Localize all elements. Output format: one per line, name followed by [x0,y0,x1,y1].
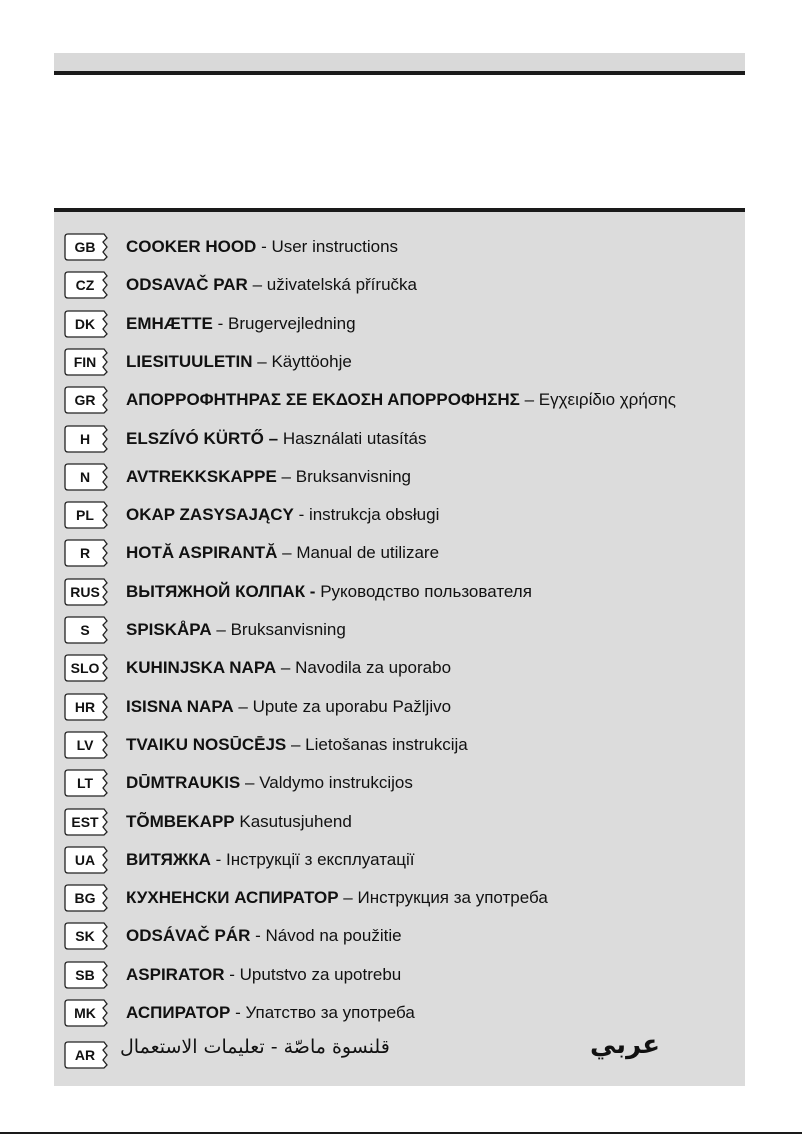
language-row-h [64,422,426,456]
separator: – [233,697,253,716]
language-code: LT [76,775,94,791]
language-code: N [79,469,91,485]
separator: - [212,314,228,333]
product-title: АСПИРАТОР [126,1003,231,1022]
language-row-cz [64,268,417,302]
language-text [126,467,411,487]
separator: - [210,850,227,869]
manual-description: Valdymo instrukcijos [259,773,413,792]
manual-description: Bruksanvisning [295,467,412,486]
language-row-n [64,460,411,494]
product-title: ASPIRATOR [126,965,225,984]
language-row-dk [64,307,356,341]
language-row-hr [64,690,451,724]
language-tab [64,999,110,1027]
arabic-language-label: عربي [590,1030,661,1060]
language-code: SB [75,967,95,983]
manual-description: Εγχειρίδιο χρήσης [538,390,676,409]
language-text [126,582,532,602]
language-code: DK [74,316,96,332]
product-title: TÕMBEKAPP [126,812,235,831]
separator: – [338,888,358,907]
manual-description: Інструкції з експлуатації [226,850,415,869]
manual-description: User instructions [271,237,399,256]
separator: – [240,773,260,792]
language-tab [64,846,110,874]
language-tab [64,578,110,606]
language-tab [64,961,110,989]
product-title: КУХНЕНСКИ АСПИРАТОР [126,888,339,907]
manual-description: Руководство пользователя [320,582,532,601]
separator: - [250,926,266,945]
product-title: ВЫТЯЖНОЙ КОЛПАК - [126,582,316,601]
language-text [126,926,402,946]
language-code: FIN [73,354,97,370]
language-text [126,390,676,410]
manual-description: Uputstvo za upotrebu [239,965,402,984]
language-tab [64,463,110,491]
product-title: KUHINJSKA NAPA [126,658,277,677]
language-text [126,735,468,755]
language-tab [64,922,110,950]
product-title: OKAP ZASYSAJĄCY [126,505,294,524]
product-title: DŪMTRAUKIS [126,773,241,792]
separator: - [256,237,272,256]
language-row-mk [64,996,415,1030]
separator: – [276,467,296,486]
language-code: RUS [70,584,100,600]
product-title: ΑΠΟΡΡΟΦΗΤΗΡΑΣ ΣΕ ΕΚΔΟΣΗ ΑΠΟΡΡΟΦΗΣΗΣ [126,390,520,409]
product-title: SPISKÅPA [126,620,212,639]
language-tab [64,1041,110,1069]
language-tab [64,769,110,797]
language-row-sk [64,919,402,953]
language-text [126,620,346,640]
language-text [126,237,398,257]
separator: - [230,1003,246,1022]
manual-description: Használati utasítás [282,429,427,448]
language-row-ar [64,1038,110,1072]
product-title: AVTREKKSKAPPE [126,467,277,486]
language-tab [64,271,110,299]
language-tab [64,693,110,721]
language-row-sb [64,958,401,992]
language-text [126,352,352,372]
language-tab [64,808,110,836]
language-code: R [79,545,91,561]
separator: – [247,275,267,294]
language-code: HR [74,699,96,715]
separator: - [293,505,309,524]
manual-description: Lietošanas instrukcija [305,735,468,754]
product-title: HOTĂ ASPIRANTĂ [126,543,278,562]
manual-description: uživatelská příručka [266,275,417,294]
language-text [126,505,439,525]
separator: – [286,735,306,754]
language-tab [64,310,110,338]
language-tab [64,501,110,529]
language-text [126,658,451,678]
language-text [126,275,417,295]
language-row-slo [64,651,451,685]
product-title: COOKER HOOD [126,237,257,256]
language-tab [64,348,110,376]
language-row-bg [64,881,548,915]
language-code: SK [75,928,95,944]
language-row-r [64,536,439,570]
language-text [126,773,413,793]
product-title: ODSÁVAČ PÁR [126,926,251,945]
language-tab [64,654,110,682]
language-text [126,697,451,717]
footer-rule [0,1132,802,1134]
language-code: UA [74,852,96,868]
language-code: S [80,622,90,638]
language-row-est [64,805,352,839]
language-text [126,429,426,449]
language-code: SLO [70,660,100,676]
separator: - [224,965,240,984]
product-title: ODSAVAČ PAR [126,275,248,294]
manual-description: Kasutusjuhend [239,812,352,831]
language-tab [64,233,110,261]
language-tab [64,616,110,644]
language-text [126,1003,415,1023]
language-row-lv [64,728,468,762]
language-row-gr [64,383,676,417]
language-code: BG [74,890,96,906]
language-tab [64,884,110,912]
product-title: LIESITUULETIN [126,352,253,371]
header-bar [54,53,745,75]
language-code: PL [76,507,94,523]
language-tab [64,731,110,759]
product-title: EMHÆTTE [126,314,213,333]
language-code: MK [74,1005,96,1021]
language-code: GB [74,239,96,255]
product-title: ELSZÍVÓ KÜRTŐ – [126,429,279,448]
language-tab [64,386,110,414]
language-text [126,850,414,870]
manual-description: Упатство за употреба [245,1003,415,1022]
manual-description: Bruksanvisning [230,620,346,639]
product-title: ВИТЯЖКА [126,850,211,869]
language-text [126,314,356,334]
language-row-fin [64,345,352,379]
manual-description: Navodila za uporabo [295,658,452,677]
language-code: EST [71,814,99,830]
language-text [126,888,548,908]
manual-description: Инструкция за употреба [357,888,548,907]
separator: – [276,658,296,677]
language-row-ua [64,843,414,877]
separator: – [519,390,539,409]
manual-description: Käyttöohje [271,352,352,371]
language-row-pl [64,498,439,532]
product-title: ISISNA NAPA [126,697,234,716]
arabic-description: قلنسوة ماصّة - تعليمات الاستعمال [120,1036,390,1058]
manual-description: instrukcja obsługi [308,505,440,524]
language-code: LV [76,737,94,753]
language-code: H [79,431,91,447]
separator: – [252,352,272,371]
separator: – [211,620,231,639]
language-text [126,543,439,563]
manual-description: Manual de utilizare [296,543,440,562]
manual-description: Návod na použitie [265,926,402,945]
language-row-s [64,613,346,647]
manual-description: Upute za uporabu Pažljivo [252,697,452,716]
language-tab [64,425,110,453]
language-row-rus [64,575,532,609]
language-code: AR [74,1047,96,1063]
language-row-gb [64,230,398,264]
language-text [126,965,401,985]
language-code: CZ [75,277,95,293]
language-text [126,812,352,832]
language-row-lt [64,766,413,800]
manual-description: Brugervejledning [228,314,356,333]
language-tab [64,539,110,567]
separator: – [277,543,297,562]
language-code: GR [74,392,96,408]
product-title: TVAIKU NOSŪCĒJS [126,735,287,754]
